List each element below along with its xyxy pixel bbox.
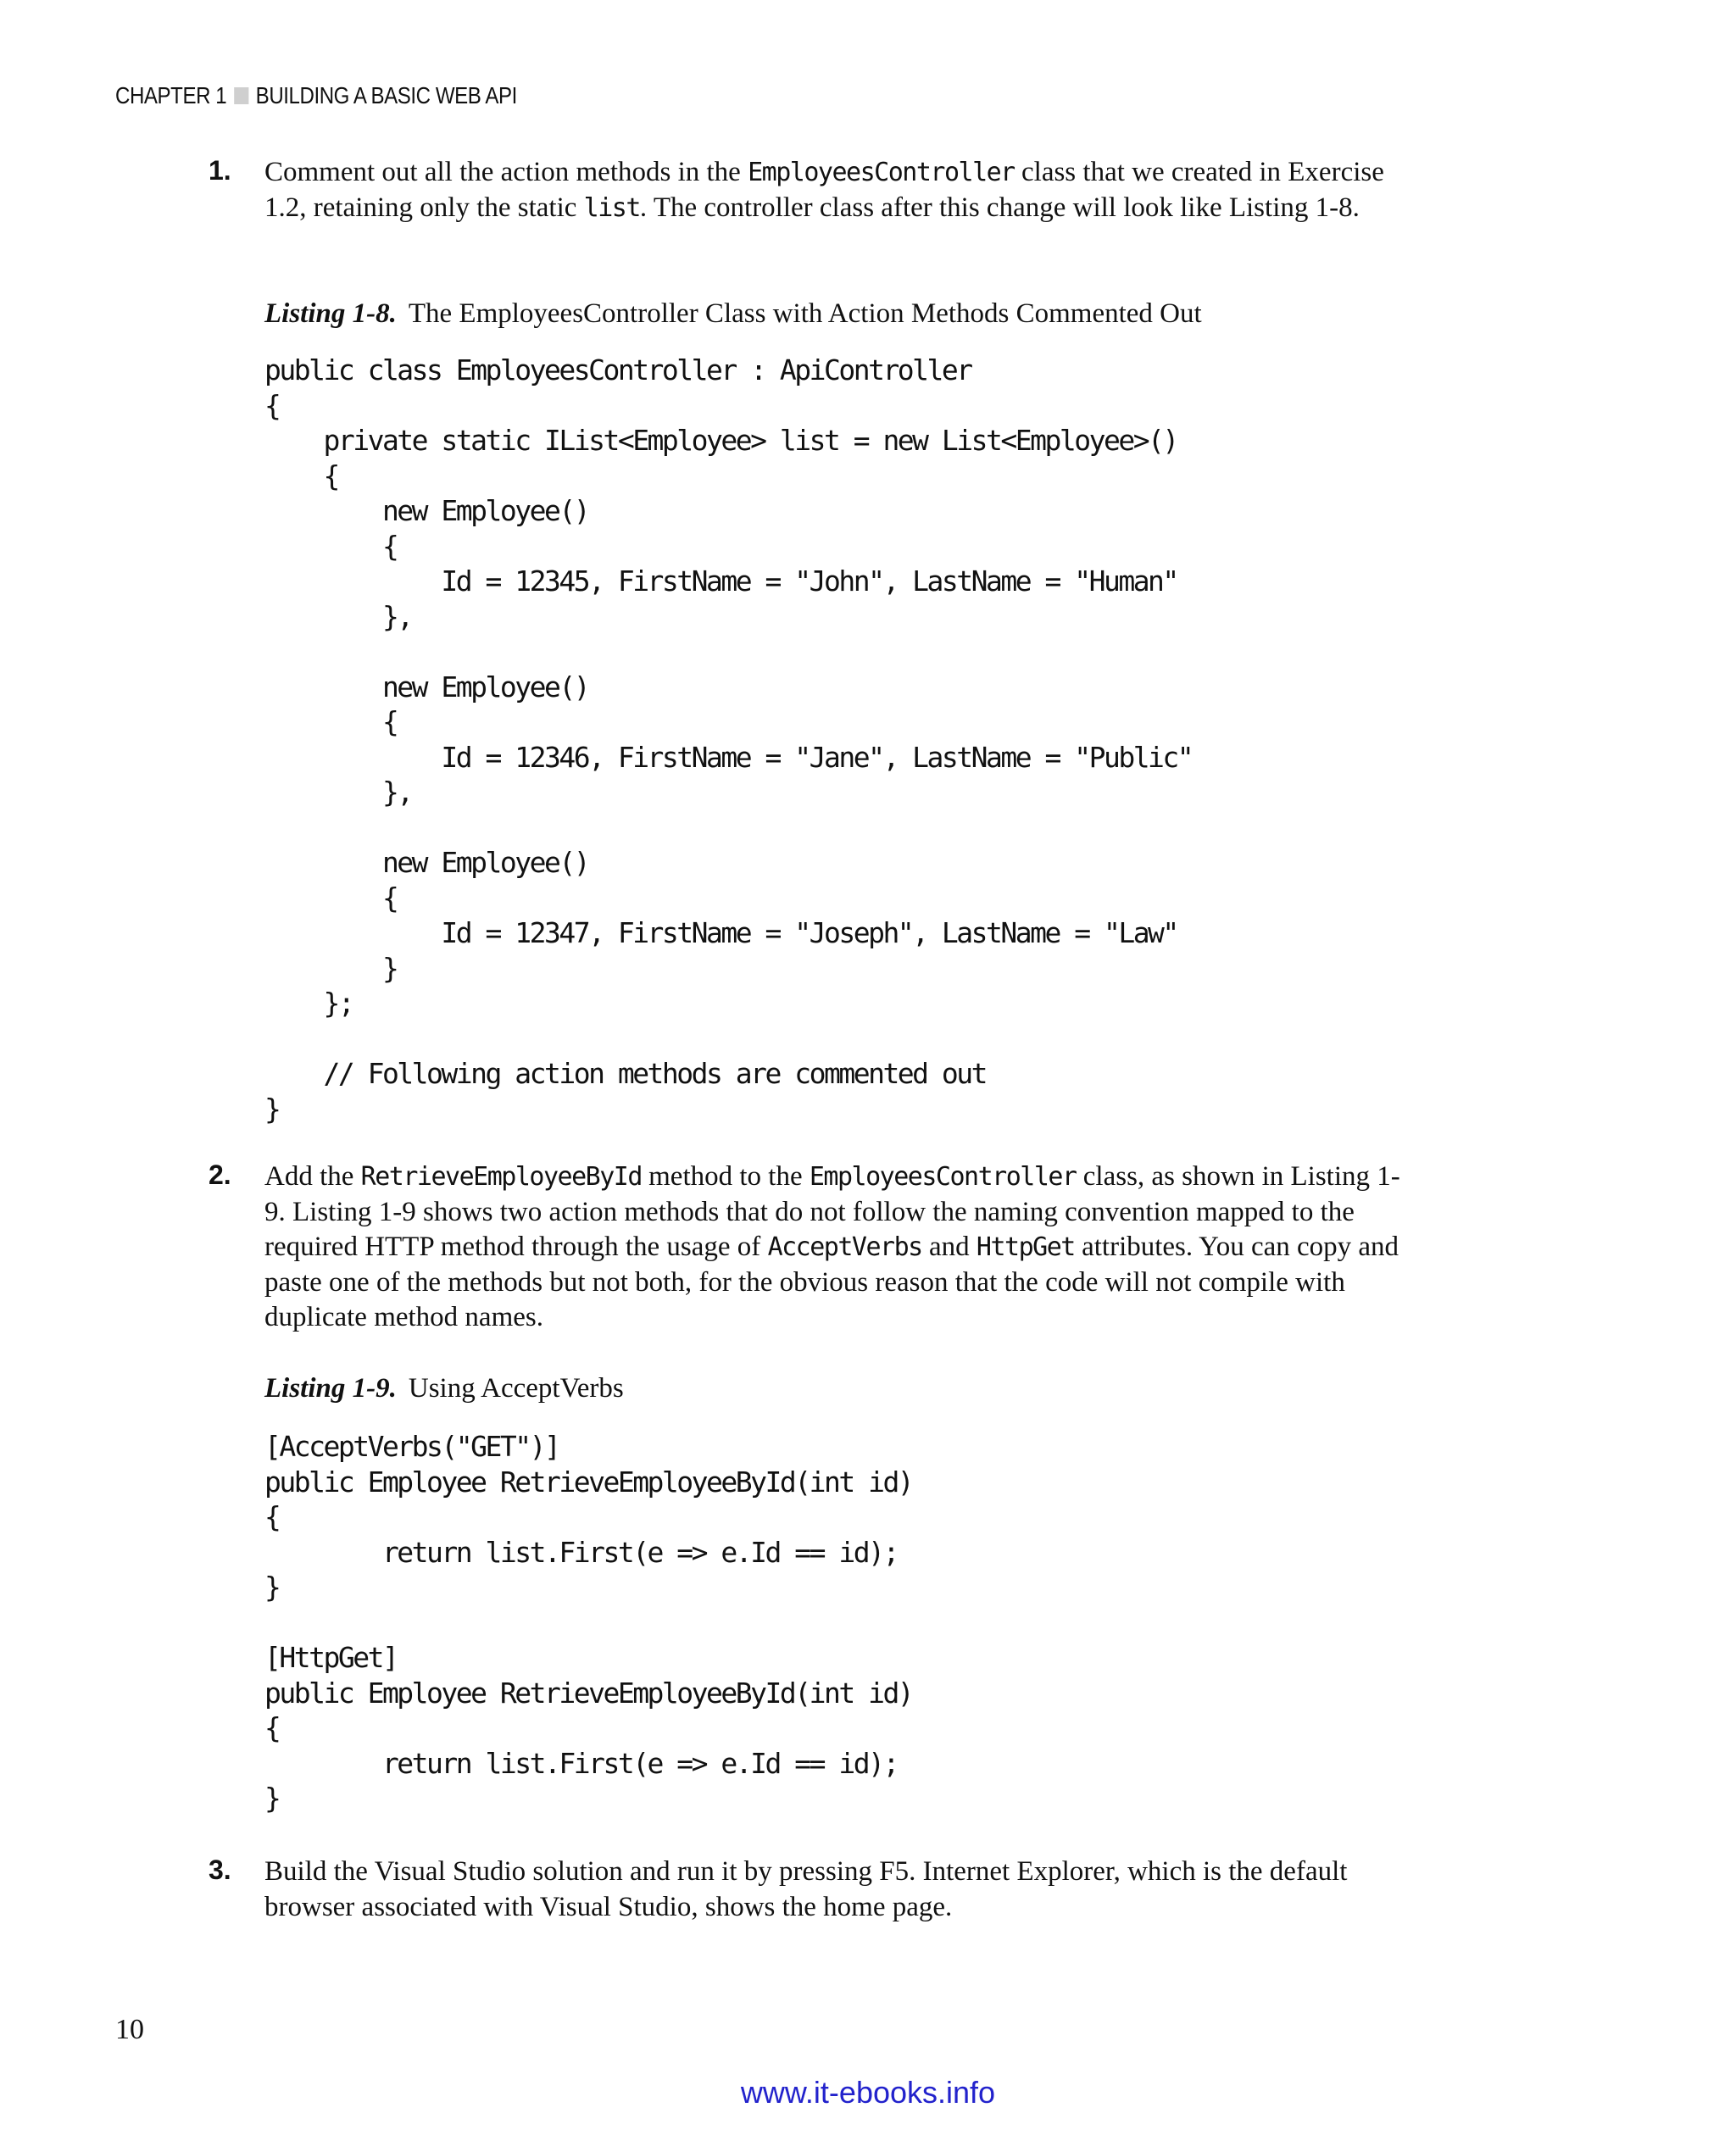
separator-square-icon — [234, 87, 248, 104]
code-listing-1-8: public class EmployeesController : ApiController { private static IList<Employee> list = new List<Employee>() { new Employee() { Id = 12345, FirstName = "John", LastName = "Human" }, new Employee() { Id = 12346, FirstName = "Jane", LastName = "Public" }, new Employee() { Id = 12347, FirstName = "Joseph", LastName = "Law" } }; // Following action methods are commented out } — [264, 353, 1193, 1126]
step-text — [264, 1159, 1412, 1336]
step-3 — [209, 1855, 1412, 1925]
text-run: . The controller class after this change will look like Listing 1-8. — [639, 192, 1360, 223]
chapter-label: CHAPTER 1 — [115, 82, 227, 108]
text-run: Add the — [264, 1161, 361, 1192]
step-number: 1. — [209, 155, 231, 186]
step-2 — [209, 1159, 1412, 1336]
listing-title: The EmployeesController Class with Action Methods Commented Out — [408, 298, 1202, 329]
step-text — [264, 155, 1412, 225]
step-1 — [209, 155, 1412, 225]
listing-caption — [264, 1373, 624, 1404]
step-text — [264, 1855, 1412, 1925]
text-run: attributes. You can copy and paste one of the methods but not both, for the obvious reason that the code will not compile with duplicate method names. — [264, 1232, 1399, 1333]
listing-caption — [264, 298, 1202, 330]
footer-link[interactable]: www.it-ebooks.info — [740, 2075, 996, 2110]
text-run: class that we created in Exercise 1.2, retaining only the static — [264, 157, 1384, 223]
text-run: method to the — [641, 1161, 810, 1192]
text-run: Build the Visual Studio solution and run it by pressing F5. Internet Explorer, which is the default browser associated with Visual Studio, shows the home page. — [264, 1856, 1348, 1922]
listing-label: Listing 1-8. — [264, 298, 397, 329]
step-number: 3. — [209, 1855, 231, 1885]
code-listing-1-9: [AcceptVerbs("GET")] public Employee RetrieveEmployeeById(int id) { return list.First(e => e.Id == id); } [HttpGet] public Employee RetrieveEmployeeById(int id) { return list.First(e => e.Id == id); } — [264, 1430, 913, 1815]
running-head — [115, 82, 517, 109]
page-number: 10 — [115, 2014, 144, 2045]
text-run: and — [921, 1232, 976, 1263]
inline-code: list — [583, 192, 640, 223]
footer-link-container — [0, 2075, 1736, 2110]
chapter-title: BUILDING A BASIC WEB API — [255, 82, 517, 108]
listing-title: Using AcceptVerbs — [408, 1373, 624, 1404]
inline-code: EmployeesController — [809, 1162, 1077, 1192]
inline-code: RetrieveEmployeeById — [360, 1162, 642, 1192]
listing-label: Listing 1-9. — [264, 1373, 397, 1404]
text-run: Comment out all the action methods in the — [264, 157, 748, 187]
step-number: 2. — [209, 1159, 231, 1190]
inline-code: EmployeesController — [748, 158, 1015, 187]
inline-code: AcceptVerbs — [767, 1232, 922, 1263]
inline-code: HttpGet — [976, 1232, 1075, 1263]
text-run: class, as shown in Listing 1-9. Listing 1-9 shows two action methods that do not follow the naming convention mapped to the required HTTP method through the usage of — [264, 1161, 1400, 1263]
